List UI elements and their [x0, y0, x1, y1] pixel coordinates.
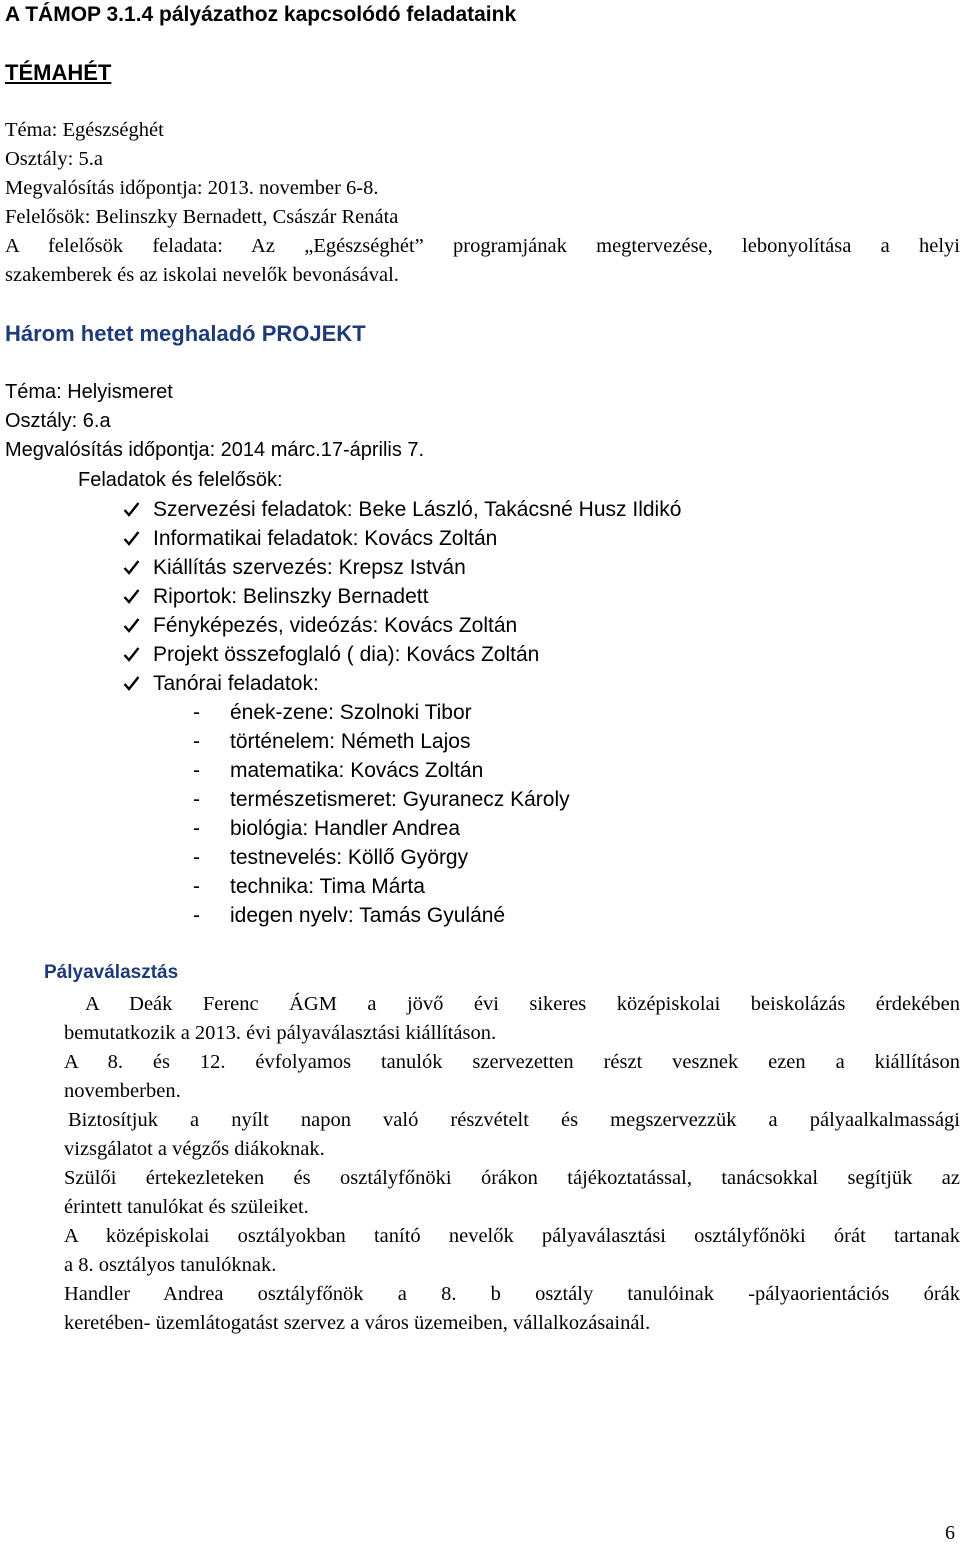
check-icon — [123, 617, 140, 634]
list-item — [193, 843, 570, 872]
subject-label: idegen nyelv: Tamás Gyuláné — [230, 904, 506, 927]
task-label: Informatikai feladatok: Kovács Zoltán — [153, 527, 498, 550]
check-icon — [123, 646, 140, 663]
career-paragraph-3 — [64, 1106, 960, 1164]
paragraph-line: A 8. és 12. évfolyamos tanulók szervezetten részt vesznek ezen a kiállításon — [64, 1051, 960, 1073]
list-item — [123, 582, 681, 611]
dash-bullet: - — [193, 701, 200, 724]
section-heading-temahet: TÉMAHÉT — [5, 60, 112, 85]
temahet-class: Osztály: 5.a — [5, 148, 103, 170]
dash-bullet: - — [193, 817, 200, 840]
temahet-responsibles: Felelősök: Belinszky Bernadett, Császár Renáta — [5, 206, 399, 228]
section-heading-palyavalasztas: Pályaválasztás — [44, 962, 179, 983]
subject-label: történelem: Németh Lajos — [230, 730, 471, 753]
dash-bullet: - — [193, 904, 200, 927]
temahet-task-line-2: szakemberek és az iskolai nevelők bevonásával. — [5, 264, 399, 286]
paragraph-line: Biztosítjuk a nyílt napon való részvételt és megszervezzük a pályaalkalmassági — [68, 1109, 960, 1131]
list-item — [123, 553, 681, 582]
paragraph-line: vizsgálatot a végzős diákoknak. — [64, 1138, 325, 1160]
task-label: Fényképezés, videózás: Kovács Zoltán — [153, 614, 518, 637]
paragraph-line: a 8. osztályos tanulóknak. — [64, 1254, 277, 1276]
task-label: Kiállítás szervezés: Krepsz István — [153, 556, 466, 579]
subject-label: ének-zene: Szolnoki Tibor — [230, 701, 472, 724]
list-item — [193, 785, 570, 814]
list-item — [123, 611, 681, 640]
list-item — [193, 698, 570, 727]
section-heading-projekt: Három hetet meghaladó PROJEKT — [5, 321, 366, 346]
projekt-topic: Téma: Helyismeret — [5, 381, 173, 403]
subject-label: testnevelés: Köllő György — [230, 846, 469, 869]
projekt-date: Megvalósítás időpontja: 2014 márc.17-április 7. — [5, 439, 425, 461]
page-number: 6 — [945, 1522, 955, 1544]
temahet-date: Megvalósítás időpontja: 2013. november 6-8. — [5, 177, 379, 199]
task-label: Szervezési feladatok: Beke László, Takácsné Husz Ildikó — [153, 498, 682, 521]
list-item — [193, 756, 570, 785]
paragraph-line: A középiskolai osztályokban tanító nevelők pályaválasztási osztályfőnöki órát tartanak — [64, 1225, 960, 1247]
list-item — [123, 524, 681, 553]
check-icon — [123, 675, 140, 692]
career-paragraph-1 — [64, 990, 960, 1048]
list-item — [193, 727, 570, 756]
list-item — [193, 901, 570, 930]
subject-label: biológia: Handler Andrea — [230, 817, 460, 840]
projekt-class: Osztály: 6.a — [5, 410, 111, 432]
temahet-task-line-1: A felelősök feladata: Az „Egészséghét” programjának megtervezése, lebonyolítása a helyi — [5, 235, 960, 257]
paragraph-line: érintett tanulókat és szüleiket. — [64, 1196, 309, 1218]
dash-bullet: - — [193, 759, 200, 782]
career-paragraph-6 — [64, 1280, 960, 1338]
task-label: Projekt összefoglaló ( dia): Kovács Zoltán — [153, 643, 540, 666]
list-item — [193, 814, 570, 843]
dash-bullet: - — [193, 875, 200, 898]
dash-bullet: - — [193, 788, 200, 811]
paragraph-line: bemutatkozik a 2013. évi pályaválasztási kiállításon. — [64, 1022, 497, 1044]
paragraph-line: A Deák Ferenc ÁGM a jövő évi sikeres középiskolai beiskolázás érdekében — [85, 993, 960, 1015]
list-item — [123, 640, 681, 669]
check-icon — [123, 559, 140, 576]
temahet-details — [5, 116, 960, 290]
document-title: A TÁMOP 3.1.4 pályázathoz kapcsolódó feladataink — [5, 3, 517, 26]
tasks-title: Feladatok és felelősök: — [78, 469, 283, 491]
career-paragraph-4 — [64, 1164, 960, 1222]
check-icon — [123, 588, 140, 605]
subject-label: technika: Tima Márta — [230, 875, 425, 898]
list-item — [193, 872, 570, 901]
list-item — [123, 495, 681, 524]
paragraph-line: novemberben. — [64, 1080, 181, 1102]
task-label: Tanórai feladatok: — [153, 672, 319, 695]
subject-label: természetismeret: Gyuranecz Károly — [230, 788, 570, 811]
task-checklist — [123, 495, 681, 698]
subject-list — [193, 698, 570, 930]
check-icon — [123, 530, 140, 547]
career-paragraph-2 — [64, 1048, 960, 1106]
dash-bullet: - — [193, 730, 200, 753]
paragraph-line: Szülői értekezleteken és osztályfőnöki órákon tájékoztatással, tanácsokkal segítjük az — [64, 1167, 960, 1189]
list-item — [123, 669, 681, 698]
check-icon — [123, 501, 140, 518]
paragraph-line: keretében- üzemlátogatást szervez a város üzemeiben, vállalkozásainál. — [64, 1312, 651, 1334]
task-label: Riportok: Belinszky Bernadett — [153, 585, 429, 608]
career-paragraph-5 — [64, 1222, 960, 1280]
temahet-topic: Téma: Egészséghét — [5, 119, 164, 141]
projekt-details — [5, 378, 424, 465]
paragraph-line: Handler Andrea osztályfőnök a 8. b osztály tanulóinak -pályaorientációs órák — [64, 1283, 960, 1305]
subject-label: matematika: Kovács Zoltán — [230, 759, 484, 782]
dash-bullet: - — [193, 846, 200, 869]
